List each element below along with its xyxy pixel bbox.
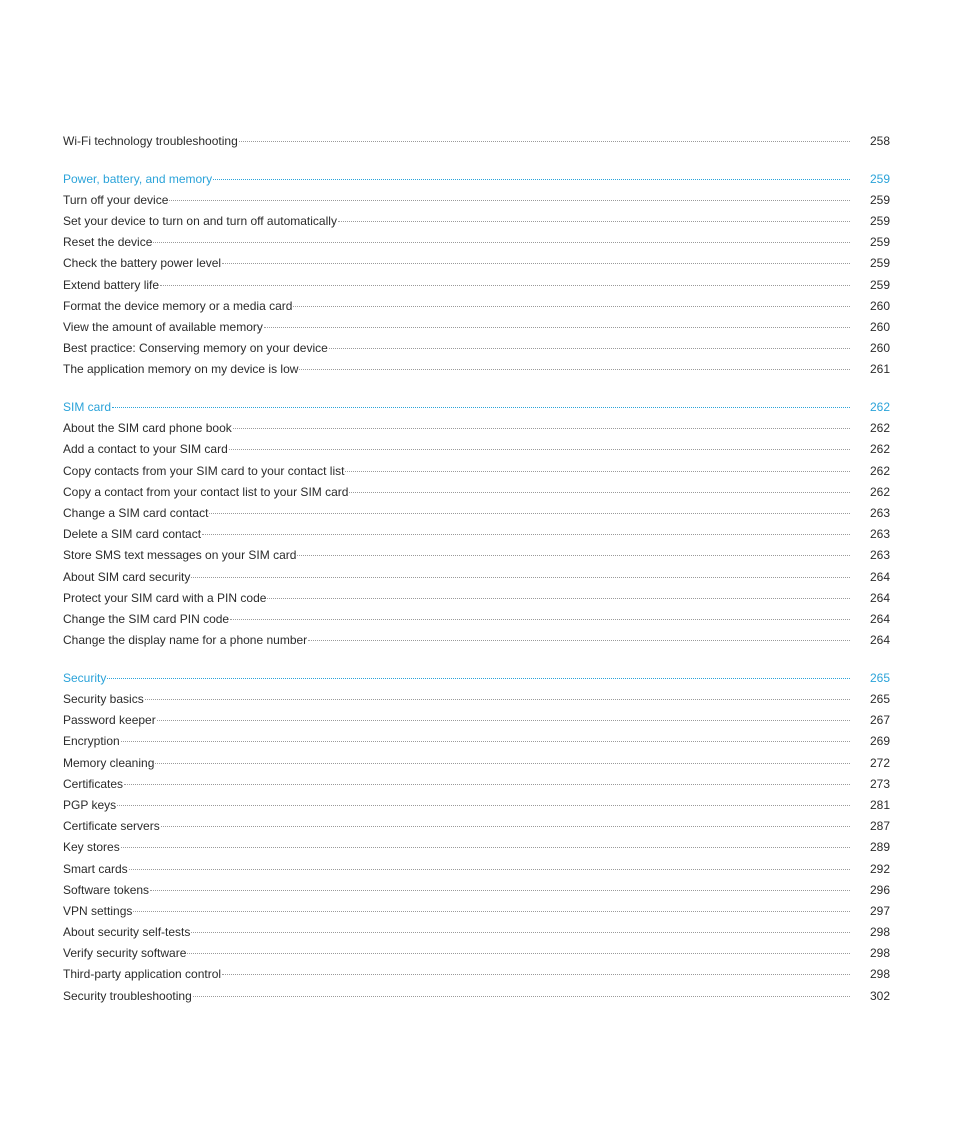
dot-leader: [191, 931, 850, 933]
entry-title: Certificates: [63, 776, 124, 791]
entry-title: Turn off your device: [63, 192, 169, 207]
entry-page-number: 262: [869, 484, 890, 499]
entry-page-number: 297: [869, 903, 890, 918]
toc-entry[interactable]: [63, 922, 890, 943]
toc-entry[interactable]: [63, 545, 890, 566]
dot-leader: [349, 491, 850, 493]
entry-page-number: 298: [869, 946, 890, 961]
entry-title: Memory cleaning: [63, 755, 155, 770]
entry-title: Add a contact to your SIM card: [63, 442, 228, 457]
entry-title: Encryption: [63, 734, 120, 749]
entry-title: Third-party application control: [63, 967, 222, 982]
entry-title: Verify security software: [63, 946, 187, 961]
entry-title: Security troubleshooting: [63, 988, 192, 1003]
dot-leader: [193, 995, 850, 997]
entry-page-number: 264: [869, 611, 890, 626]
dot-leader: [233, 427, 850, 429]
entry-title: Copy contacts from your SIM card to your contact list: [63, 463, 345, 478]
entry-title: Best practice: Conserving memory on your device: [63, 341, 328, 356]
entry-title: Delete a SIM card contact: [63, 527, 202, 542]
entry-title: Change a SIM card contact: [63, 506, 209, 520]
entry-title: Software tokens: [63, 882, 150, 897]
entry-title: About SIM card security: [63, 569, 191, 584]
toc-section: [63, 131, 890, 152]
entry-title: Security basics: [63, 692, 144, 706]
entry-page-number: 260: [869, 298, 890, 313]
dot-leader: [222, 262, 850, 264]
dot-leader: [230, 618, 850, 620]
entry-page-number: 298: [869, 925, 890, 940]
entry-title: View the amount of available memory: [63, 320, 263, 334]
entry-page-number: 264: [869, 569, 890, 584]
section-heading-security[interactable]: [63, 668, 890, 689]
toc-entry[interactable]: [63, 567, 890, 588]
toc-entry[interactable]: [63, 131, 890, 152]
dot-leader: [345, 470, 850, 472]
entry-page-number: 259: [869, 235, 890, 250]
toc-entry[interactable]: [63, 943, 890, 964]
dot-leader: [112, 406, 850, 408]
section-heading-title: Power, battery, and memory: [63, 171, 213, 186]
entry-page-number: 263: [869, 506, 890, 520]
toc-entry[interactable]: [63, 630, 890, 651]
toc-entry[interactable]: [63, 837, 890, 858]
toc-section-power-battery-and-memory: [63, 169, 890, 381]
toc-entry[interactable]: [63, 482, 890, 503]
toc-entry[interactable]: [63, 317, 890, 338]
dot-leader: [107, 677, 850, 679]
section-heading-page-number: 259: [869, 171, 890, 186]
dot-leader: [155, 762, 850, 764]
section-heading-title: Security: [63, 670, 107, 685]
entry-page-number: 272: [869, 755, 890, 770]
entry-page-number: 281: [869, 797, 890, 812]
toc-entry[interactable]: [63, 710, 890, 731]
toc-entry[interactable]: [63, 795, 890, 816]
toc-section-sim-card: [63, 397, 890, 651]
dot-leader: [297, 554, 850, 556]
entry-page-number: 296: [869, 882, 890, 897]
dot-leader: [145, 698, 850, 700]
entry-page-number: 267: [869, 713, 890, 728]
dot-leader: [329, 347, 850, 349]
entry-page-number: 263: [869, 548, 890, 563]
dot-leader: [161, 825, 850, 827]
entry-title: About the SIM card phone book: [63, 421, 232, 436]
dot-leader: [160, 284, 850, 286]
dot-leader: [308, 639, 850, 641]
section-heading-sim-card[interactable]: [63, 397, 890, 418]
dot-leader: [153, 241, 850, 243]
dot-leader: [299, 368, 850, 370]
toc-entry[interactable]: [63, 816, 890, 837]
entry-title: Smart cards: [63, 861, 128, 876]
entry-page-number: 273: [869, 776, 890, 791]
entry-title: Reset the device: [63, 235, 153, 250]
dot-leader: [117, 804, 850, 806]
entry-title: Certificate servers: [63, 819, 160, 834]
dot-leader: [191, 576, 850, 578]
toc-entry[interactable]: [63, 524, 890, 545]
entry-page-number: 259: [869, 256, 890, 271]
entry-page-number: 259: [869, 192, 890, 207]
dot-leader: [213, 178, 850, 180]
entry-title: Check the battery power level: [63, 256, 222, 271]
dot-leader: [267, 597, 850, 599]
entry-page-number: 287: [869, 819, 890, 834]
toc-entry[interactable]: [63, 253, 890, 274]
entry-title: Set your device to turn on and turn off automatically: [63, 214, 337, 229]
dot-leader: [338, 220, 850, 222]
dot-leader: [209, 512, 850, 514]
dot-leader: [124, 783, 850, 785]
toc-entry[interactable]: [63, 461, 890, 482]
entry-page-number: 263: [869, 527, 890, 542]
entry-title: Format the device memory or a media card: [63, 298, 293, 313]
entry-title: About security self-tests: [63, 925, 191, 940]
entry-page-number: 289: [869, 840, 890, 855]
entry-title: The application memory on my device is low: [63, 362, 299, 377]
section-heading-title: SIM card: [63, 400, 112, 415]
toc-entry[interactable]: [63, 689, 890, 710]
toc-entry[interactable]: [63, 275, 890, 296]
toc-entry[interactable]: [63, 588, 890, 609]
dot-leader: [133, 910, 850, 912]
entry-page-number: 261: [869, 362, 890, 377]
section-heading-power-battery-and-memory[interactable]: [63, 169, 890, 190]
toc-entry[interactable]: [63, 901, 890, 922]
toc-entry[interactable]: [63, 731, 890, 752]
entry-title: Copy a contact from your contact list to your SIM card: [63, 484, 349, 499]
entry-page-number: 292: [869, 861, 890, 876]
entry-page-number: 298: [869, 967, 890, 982]
entry-title: Wi-Fi technology troubleshooting: [63, 134, 238, 148]
toc-entry[interactable]: [63, 986, 890, 1007]
toc-entry[interactable]: [63, 609, 890, 630]
entry-title: Key stores: [63, 840, 120, 855]
toc-section-security: [63, 668, 890, 1007]
dot-leader: [157, 719, 850, 721]
toc-entry[interactable]: [63, 232, 890, 253]
dot-leader: [239, 140, 850, 142]
entry-title: Change the display name for a phone number: [63, 633, 308, 648]
dot-leader: [187, 952, 850, 954]
entry-title: PGP keys: [63, 797, 117, 812]
entry-page-number: 260: [869, 320, 890, 334]
entry-page-number: 259: [869, 277, 890, 292]
section-heading-page-number: 262: [869, 400, 890, 415]
entry-title: Password keeper: [63, 713, 156, 728]
entry-page-number: 265: [869, 692, 890, 706]
entry-title: VPN settings: [63, 903, 133, 918]
entry-page-number: 264: [869, 590, 890, 605]
toc-entry[interactable]: [63, 338, 890, 359]
toc-entry[interactable]: [63, 190, 890, 211]
toc-entry[interactable]: [63, 503, 890, 524]
entry-page-number: 302: [869, 988, 890, 1003]
entry-page-number: 262: [869, 421, 890, 436]
entry-page-number: 262: [869, 463, 890, 478]
toc-entry[interactable]: [63, 439, 890, 460]
entry-page-number: 262: [869, 442, 890, 457]
dot-leader: [229, 448, 850, 450]
toc-entry[interactable]: [63, 753, 890, 774]
dot-leader: [150, 889, 850, 891]
dot-leader: [129, 868, 850, 870]
entry-title: Change the SIM card PIN code: [63, 611, 230, 626]
dot-leader: [121, 740, 850, 742]
table-of-contents: [63, 131, 890, 1023]
dot-leader: [293, 305, 850, 307]
toc-entry[interactable]: [63, 859, 890, 880]
entry-page-number: 258: [869, 134, 890, 148]
entry-title: Extend battery life: [63, 277, 160, 292]
dot-leader: [222, 973, 850, 975]
toc-entry[interactable]: [63, 296, 890, 317]
entry-page-number: 269: [869, 734, 890, 749]
toc-entry[interactable]: [63, 774, 890, 795]
entry-page-number: 260: [869, 341, 890, 356]
dot-leader: [169, 199, 850, 201]
entry-title: Protect your SIM card with a PIN code: [63, 590, 267, 605]
dot-leader: [121, 846, 850, 848]
entry-page-number: 259: [869, 214, 890, 229]
toc-entry[interactable]: [63, 418, 890, 439]
entry-title: Store SMS text messages on your SIM card: [63, 548, 297, 563]
toc-entry[interactable]: [63, 880, 890, 901]
section-heading-page-number: 265: [869, 670, 890, 685]
toc-entry[interactable]: [63, 964, 890, 985]
dot-leader: [202, 533, 850, 535]
toc-entry[interactable]: [63, 211, 890, 232]
dot-leader: [264, 326, 850, 328]
toc-entry[interactable]: [63, 359, 890, 380]
entry-page-number: 264: [869, 633, 890, 648]
